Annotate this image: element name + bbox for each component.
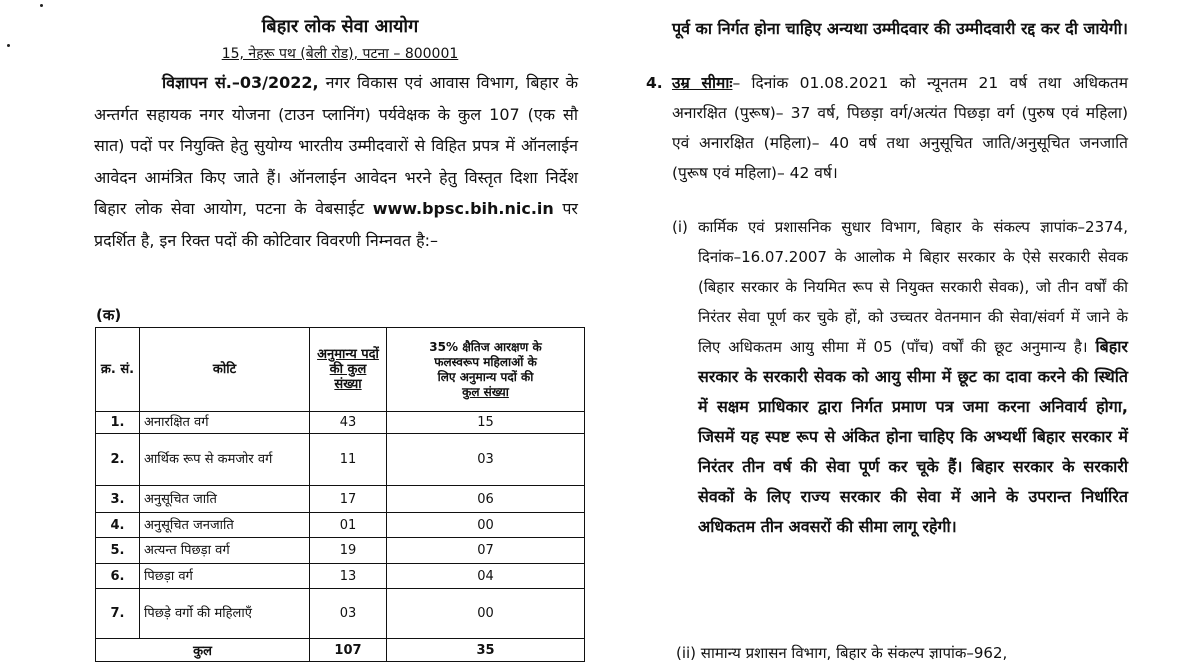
total-label: कुल (96, 639, 310, 662)
row-serial: 5. (96, 538, 140, 564)
sub-clause-label: (i) (672, 218, 688, 236)
row-serial: 2. (96, 434, 140, 486)
row-posts: 11 (310, 434, 387, 486)
total-posts: 107 (310, 639, 387, 662)
table-row (96, 538, 585, 564)
scan-speck (40, 4, 43, 7)
row-serial: 6. (96, 564, 140, 589)
table-row (96, 434, 585, 486)
table-caption: (क) (96, 306, 122, 324)
advert-text: नगर विकास एवं आवास विभाग, बिहार के अन्तर्गत सहायक नगर योजना (टाउन प्लानिंग) पर्यवेक्षक के कुल 107 (एक सौ सात) पदों पर नियुक्ति हेतु सुयोग्य भारतीय उम्मीदवारों से विहित प्रपत्र में ऑनलाईन आवेदन आमंत्रित किए जाते हैं। ऑनलाईन आवेदन भरने हेतु विस्तृत दिशा निर्देश बिहार लोक सेवा आयोग, पटना के वेबसाईट (94, 73, 579, 218)
advert-label: विज्ञापन सं.–03/2022, (162, 73, 319, 92)
sub-clause-i (672, 212, 1128, 542)
row-posts: 19 (310, 538, 387, 564)
sub-clause-i-text: कार्मिक एवं प्रशासनिक सुधार विभाग, बिहार के संकल्प ज्ञापांक–2374, दिनांक–16.07.2007 के आलोक मे बिहार सरकार के ऐसे सरकारी सेवक (बिहार सरकार के नियमित रूप से नियुक्त सरकारी सेवक), जो तीन वर्षों की निरंतर सेवा पूर्ण कर चुके हों, को उच्चतर वेतनमान की सेवा/संवर्ग में जाने के लिए अधिकतम आयु सीमा में 05 (पाँच) वर्षों की छूट अनुमान्य है। (698, 218, 1128, 356)
row-serial: 3. (96, 486, 140, 513)
sub-clause-ii: (ii) सामान्य प्रशासन विभाग, बिहार के संकल्प ज्ञापांक–962, (676, 644, 1008, 662)
row-category: पिछड़ा वर्ग (140, 564, 310, 589)
row-category: अनुसूचित जाति (140, 486, 310, 513)
total-women-posts: 35 (387, 639, 585, 662)
table-row (96, 412, 585, 434)
row-category: अत्यन्त पिछड़ा वर्ग (140, 538, 310, 564)
age-limit-text: – दिनांक 01.08.2021 को न्यूनतम 21 वर्ष तथा अधिकतम अनारक्षित (पुरूष)– 37 वर्ष, पिछड़ा वर्ग/अत्यंत पिछड़ा वर्ग (पुरुष एवं महिला) एवं अनारक्षित (महिला)– 40 वर्ष तथा अनुसूचित जाति/अनुसूचित जनजाति (पुरूष एवं महिला)– 42 वर्ष। (672, 74, 1128, 182)
row-women-posts: 00 (387, 513, 585, 538)
row-category: अनारक्षित वर्ग (140, 412, 310, 434)
row-posts: 13 (310, 564, 387, 589)
row-serial: 1. (96, 412, 140, 434)
age-limit-item (646, 68, 1128, 188)
row-women-posts: 15 (387, 412, 585, 434)
advertisement-paragraph (94, 67, 578, 256)
row-category: पिछड़े वर्गो की महिलाएँ (140, 589, 310, 639)
age-limit-heading: उम्र सीमाः (672, 74, 733, 92)
total-row (96, 639, 585, 662)
row-posts: 43 (310, 412, 387, 434)
row-women-posts: 07 (387, 538, 585, 564)
row-women-posts: 00 (387, 589, 585, 639)
item-number: 4. (646, 74, 663, 92)
row-posts: 17 (310, 486, 387, 513)
row-serial: 4. (96, 513, 140, 538)
commission-address: 15, नेहरू पथ (बेली रोड), पटना – 800001 (221, 46, 459, 62)
scan-speck (7, 44, 10, 47)
website-link[interactable]: www.bpsc.bih.nic.in (372, 199, 554, 218)
header-women-posts: 35% क्षैतिज आरक्षण के फलस्वरूप महिलाओं के लिए अनुमान्य पदों की कुल संख्या (387, 328, 585, 412)
row-category: आर्थिक रूप से कमजोर वर्ग (140, 434, 310, 486)
row-women-posts: 04 (387, 564, 585, 589)
row-women-posts: 06 (387, 486, 585, 513)
category-posts-table (95, 327, 585, 662)
header-category: कोटि (140, 328, 310, 412)
advert-text-end: पर प्रदर्शित है, इन रिक्त पदों की कोटिवार विवरणी निम्नवत है:– (94, 199, 578, 250)
table-row (96, 589, 585, 639)
row-serial: 7. (96, 589, 140, 639)
header-serial: क्र. सं. (96, 328, 140, 412)
row-category: अनुसूचित जनजाति (140, 513, 310, 538)
continued-text: पूर्व का निर्गत होना चाहिए अन्यथा उम्मीदवार की उम्मीदवारी रद्द कर दी जायेगी। (672, 19, 1128, 38)
row-posts: 01 (310, 513, 387, 538)
row-posts: 03 (310, 589, 387, 639)
table-row (96, 513, 585, 538)
table-row (96, 486, 585, 513)
commission-title: बिहार लोक सेवा आयोग (261, 16, 419, 37)
row-women-posts: 03 (387, 434, 585, 486)
sub-clause-i-bold: बिहार सरकार के सरकारी सेवक को आयु सीमा में छूट का दावा करने की स्थिति में सक्षम प्राधिकार द्वारा निर्गत प्रमाण पत्र जमा करना अनिवार्य होगा, जिसमें यह स्पष्ट रूप से अंकित होना चाहिए कि अभ्यर्थी बिहार सरकार में निरंतर तीन वर्ष की सेवा पूर्ण कर चूके हैं। बिहार सरकार के सरकारी सेवकों के लिए राज्य सरकार की सेवा में आने के उपरान्त निर्धारित अधिकतम तीन अवसरों की सीमा लागू रहेगी। (698, 337, 1128, 536)
header-posts: अनुमान्य पदों की कुल संख्या (310, 328, 387, 412)
table-row (96, 564, 585, 589)
